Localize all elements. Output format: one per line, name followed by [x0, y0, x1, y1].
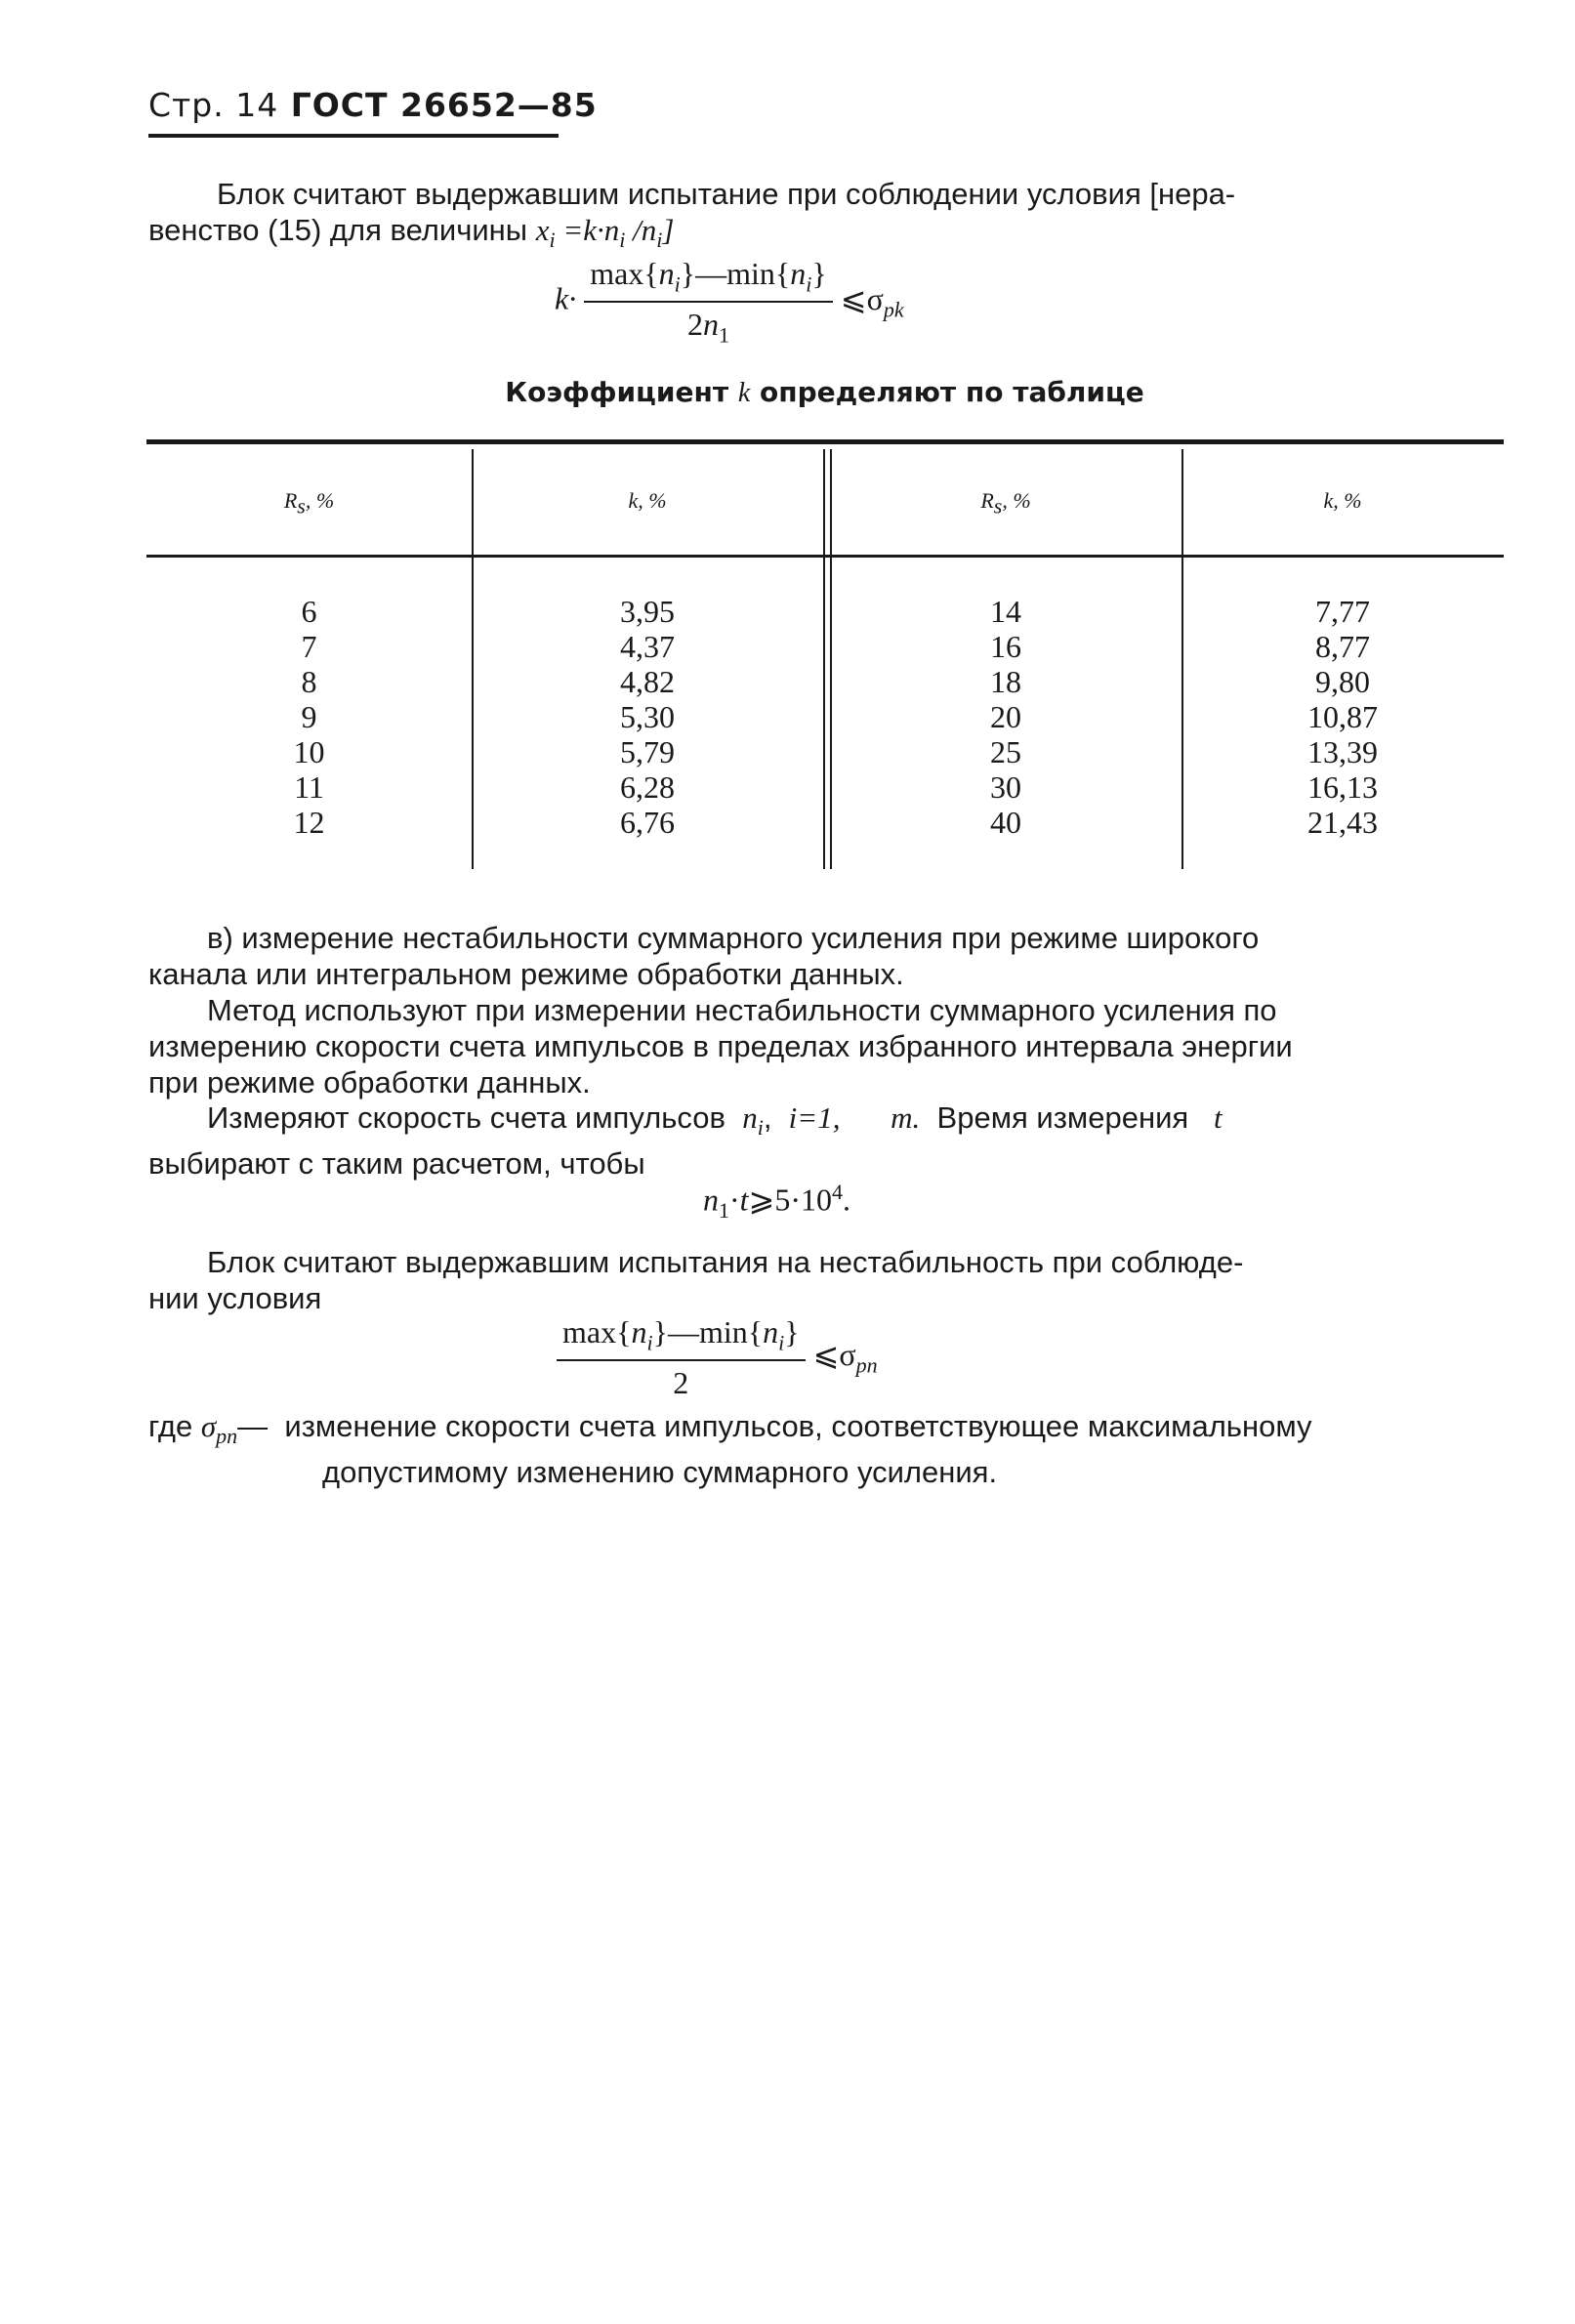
header-k-2: k, %: [1323, 488, 1362, 513]
formula1-fraction: [584, 256, 833, 349]
table-cell: 5,79: [620, 734, 675, 769]
f1-den-a: 2: [686, 307, 703, 343]
h1-s: s: [297, 493, 306, 519]
table-cell: 4,82: [620, 664, 675, 699]
table-caption: [148, 376, 1501, 409]
header-rs-1: [146, 488, 472, 519]
para3-line3: при режиме обработки данных.: [148, 1065, 591, 1100]
table-cell: 8: [301, 664, 317, 699]
table-cell: 6,28: [620, 769, 675, 805]
table-cell: 12: [293, 805, 325, 840]
table-cell: 21,43: [1307, 805, 1378, 840]
f1-rhs-a: ⩽σ: [840, 280, 884, 316]
f3-rhs-b: pn: [855, 1352, 878, 1378]
h1-pct: , %: [305, 488, 335, 513]
para3-line1: [148, 992, 1501, 1028]
para1-line1: [148, 176, 1501, 212]
table-cell: 16,13: [1307, 769, 1378, 805]
f3-num-e: n: [763, 1314, 779, 1349]
paragraph-condition-2: [148, 1244, 1501, 1316]
expr-kn-sub: i: [619, 228, 626, 253]
table-cell: 9,80: [1315, 664, 1370, 699]
expr-kn: =k·n: [555, 213, 620, 247]
para4-n: n: [742, 1100, 758, 1135]
caption-c: определяют по таблице: [760, 376, 1144, 408]
para4-text-h: Время измерения: [936, 1100, 1189, 1135]
formula1-rhs: [840, 280, 904, 322]
f1-num-d: }—min{: [680, 256, 791, 291]
coefficient-table: [146, 439, 1504, 869]
f3-num-c: i: [646, 1330, 653, 1355]
table-cell: 30: [990, 769, 1021, 805]
where-sigma: σ: [200, 1409, 217, 1443]
f1-rhs-b: pk: [883, 297, 904, 322]
expr-x-sub: i: [549, 228, 556, 253]
h2-r: R: [980, 488, 994, 513]
expr-n-sub: i: [656, 228, 663, 253]
para4-m: m.: [891, 1100, 921, 1135]
para4-n-sub: i: [757, 1115, 764, 1141]
table-top-rule: [146, 439, 1504, 444]
col-rs-2: [830, 594, 1181, 840]
f3-num-g: }: [784, 1314, 800, 1349]
formula-n1t: [703, 1180, 850, 1224]
formula3-rhs: [812, 1337, 878, 1378]
table-cell: 14: [990, 594, 1021, 629]
expr-close: ]: [662, 213, 675, 247]
table-cell: 9: [301, 699, 317, 734]
f1-den-b: n: [702, 307, 719, 343]
col-k-1: [472, 594, 823, 840]
where-sigma-sub: pn: [216, 1424, 238, 1449]
formula3-numerator: [557, 1314, 806, 1361]
f1-num-g: }: [811, 256, 827, 291]
header-k-1: k, %: [628, 488, 667, 513]
table-cell: 25: [990, 734, 1021, 769]
table-cell: 11: [294, 769, 324, 805]
paragraph-measure: [148, 1100, 1501, 1182]
para4-t: t: [1214, 1100, 1223, 1135]
caption-k: k: [737, 378, 751, 408]
f1-num-e: n: [790, 256, 807, 291]
f2-exp: 4: [832, 1180, 844, 1204]
where-dash: —: [237, 1409, 269, 1443]
where-line1: [148, 1408, 1501, 1454]
f1-num-f: i: [806, 271, 812, 297]
para1-line2: [148, 212, 1501, 258]
expr-n: /n: [625, 213, 657, 247]
page-header: [148, 86, 598, 138]
formula3-denominator: 2: [673, 1365, 689, 1401]
table-cell: 7: [301, 629, 317, 664]
para4-eq: =1,: [797, 1100, 841, 1135]
para1-line1-text: Блок считают выдержавшим испытание при соблюдении условия [нера-: [217, 177, 1236, 211]
table-cell: 16: [990, 629, 1021, 664]
table-cell: 8,77: [1315, 629, 1370, 664]
table-cell: 40: [990, 805, 1021, 840]
where-lead: где: [148, 1409, 193, 1443]
f2-dot: ·: [729, 1182, 740, 1218]
f2-period: .: [843, 1182, 851, 1218]
where-line1-text: изменение скорости счета импульсов, соответствующее максимальному: [284, 1409, 1312, 1443]
where-clause: [148, 1408, 1501, 1490]
page-number: Стр. 14: [148, 86, 279, 124]
f3-num-f: i: [778, 1330, 785, 1355]
standard-number: ГОСТ 26652—85: [290, 86, 598, 124]
para5-line1: [148, 1244, 1501, 1280]
caption-a: Коэффициент: [505, 376, 729, 408]
table-divider-2a: [823, 449, 825, 869]
header-rule: [148, 134, 559, 138]
para3-line2: измерению скорости счета импульсов в пределах избранного интервала энергии: [148, 1029, 1293, 1063]
table-cell: 7,77: [1315, 594, 1370, 629]
para4-line1: [148, 1100, 1501, 1145]
f1-num-c: i: [674, 271, 681, 297]
f3-num-d: }—min{: [652, 1314, 764, 1349]
table-header-rule: [146, 555, 1504, 558]
formula3-fraction: [557, 1314, 806, 1401]
para5-line1-text: Блок считают выдержавшим испытания на нестабильность при соблюде-: [207, 1245, 1244, 1279]
table-cell: 6: [301, 594, 317, 629]
para3-line1-text: Метод используют при измерении нестабильности суммарного усиления по: [207, 993, 1277, 1027]
formula1-denominator: [584, 303, 833, 348]
para5-line2: нии условия: [148, 1281, 322, 1315]
h2-s: s: [993, 493, 1003, 519]
para4-text-a: Измеряют скорость счета импульсов: [207, 1100, 725, 1135]
table-cell: 4,37: [620, 629, 675, 664]
table-cell: 13,39: [1307, 734, 1378, 769]
f3-rhs-a: ⩽σ: [812, 1337, 856, 1373]
table-cell: 18: [990, 664, 1021, 699]
f2-rhs: ⩾5·10: [748, 1182, 833, 1218]
table-cell: 5,30: [620, 699, 675, 734]
para1-line2-text: венство (15) для величины: [148, 213, 528, 247]
para4-comma: ,: [763, 1100, 772, 1135]
f2-n-sub: 1: [719, 1198, 729, 1224]
table-cell: 6,76: [620, 805, 675, 840]
formula-k-ratio: [555, 256, 904, 349]
h1-r: R: [283, 488, 298, 513]
f2-t: t: [739, 1182, 749, 1218]
h2-pct: , %: [1002, 488, 1031, 513]
f2-n: n: [703, 1182, 719, 1218]
paragraph-method-b: [148, 920, 1501, 992]
para2-line2: канала или интегральном режиме обработки данных.: [148, 957, 904, 991]
formula1-k: k·: [555, 280, 577, 316]
para2-line1-text: в) измерение нестабильности суммарного усиления при режиме широкого: [207, 921, 1260, 955]
header-text: [148, 86, 598, 124]
para4-line2: выбирают с таким расчетом, чтобы: [148, 1146, 645, 1182]
header-rs-2: [830, 488, 1181, 519]
formula-max-min: [557, 1314, 878, 1401]
para1-expr: [535, 213, 675, 253]
table-cell: 10,87: [1307, 699, 1378, 734]
paragraph-condition: [148, 176, 1501, 258]
formula1-numerator: [584, 256, 833, 303]
where-line2: допустимому изменению суммарного усиления.: [322, 1455, 998, 1490]
f1-num-b: n: [658, 256, 675, 291]
f3-num-a: max{: [562, 1314, 632, 1349]
paragraph-method-use: [148, 992, 1501, 1100]
f3-num-b: n: [631, 1314, 647, 1349]
table-cell: 3,95: [620, 594, 675, 629]
para2-line1: [148, 920, 1501, 956]
f1-num-a: max{: [590, 256, 659, 291]
col-rs-1: [146, 594, 472, 840]
table-cell: 20: [990, 699, 1021, 734]
para4-i: i: [788, 1100, 798, 1135]
f1-den-c: 1: [718, 322, 729, 348]
col-k-2: [1181, 594, 1504, 840]
table-cell: 10: [293, 734, 325, 769]
expr-x: x: [535, 213, 550, 247]
